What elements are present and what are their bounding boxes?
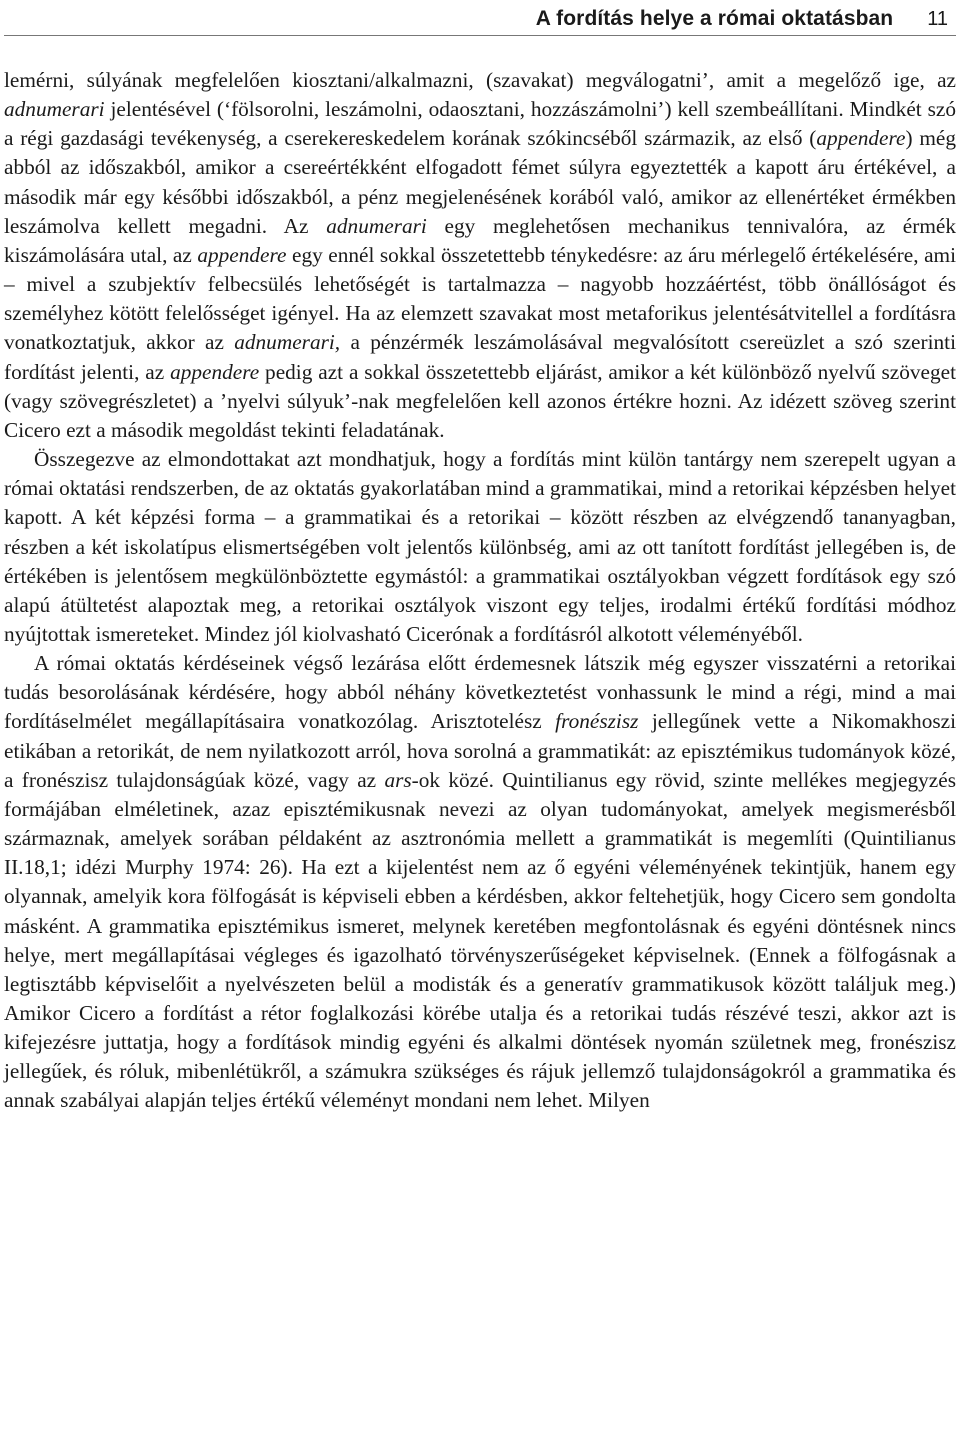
italic-term: appendere xyxy=(816,126,906,151)
running-title: A fordítás helye a római oktatásban xyxy=(535,7,894,30)
running-header xyxy=(4,0,956,36)
body-text xyxy=(4,66,956,1116)
text-run: egy ennél sokkal összetettebb ténykedésre: az áru mérlegelő értékelésére, ami – mivel a szubjektív felbecsülés lehetőségét is tartalmazza – nagyobb hozzáértést, több önállóságot és személyhez kötött felelősséget igényel. Ha az elemzett szavakat most metaforikus jelentésátvitellel a fordításra vonatkoztatjuk, akkor az xyxy=(4,242,957,355)
text-run: lemérni, súlyának megfelelően kiosztani/alkalmazni, (szavakat) megválogatni’, amit a megelőző ige, az xyxy=(4,68,956,92)
text-run: jelentésével (‘fölsorolni, leszámolni, odaosztani, hozzászámolni’) kell szembeállítani. Mindkét szó a régi gazdasági tevékenység, a cserekereskedelem korának szókincséből származik, az első ( xyxy=(4,97,956,151)
paragraph xyxy=(4,445,956,649)
text-run: -ok közé. Quintilianus egy rövid, szinte mellékes megjegyzés formájában elméletinek, azaz episztémikusnak nevezi az olyan tudományokat, amelyek megismerésből származnak, amelyek sorában példaként az asztronómia mellett a grammatikát is megemlíti (Quintilianus II.18,1; idézi Murphy 1974: 26). Ha ezt a kijelentést nem az ő egyéni véleményének tekintjük, hanem egy olyannak, amelyik kora fölfogását is képviseli ebben a kérdésben, akkor feltehetjük, hogy Cicero sem gondolta másként. A grammatika episztémikus ismeret, melynek keretében megfontolásnak és egyéni döntésnek nincs helye, mert megállapításai végleges és igazolható törvényszerűségeket képviselnek. (Ennek a fölfogásnak a legtisztább képviselőit a nyelvészeten belül a modisták és a generatív grammatikusok között találjuk meg.) Amikor Cicero a fordítást a rétor foglalkozási körébe utalja és a retorikai tudás részévé teszi, akkor azt is kifejezésre juttatja, hogy a fordítások mindig egyéni és alkalmi döntések nyomán születnek meg, fronészisz jellegűek, és róluk, mibenlétükről, a számukra szükséges és rájuk jellemző tulajdonságokról a grammatika és annak szabályai alapján teljes értékű véleményt mondani nem lehet. Milyen xyxy=(4,767,956,1113)
italic-term: ars xyxy=(384,767,412,792)
italic-term: adnumerari, xyxy=(234,330,341,355)
italic-term: appendere xyxy=(197,242,287,267)
text-run: Összegezve az elmondottakat azt mondhatjuk, hogy a fordítás mint külön tantárgy nem szerepelt ugyan a római oktatási rendszerben, de az oktatás gyakorlatában mind a grammatikai, mind a retorikai képzésben helyet kapott. A két képzési forma – a grammatikai és a retorikai – között részben az elvégzendő tananyagban, részben a két iskolatípus elismertségében volt jelentős különbség, ami az ott tanított fordítást jellegében is, de értékében is jelentősem megkülönböztette egymástól: a grammatikai osztályokban végzett fordítások egy szó alapú átültetést alapoztak meg, a retorikai osztályok viszont egy teljes, irodalmi értékű fordítási módhoz nyújtottak ismereteket. Mindez jól kiolvasható Cicerónak a fordításról alkotott véleményéből. xyxy=(4,447,956,646)
text-run: ) még abból az időszakból, amikor a csereértékként elfogadott fémet súlyra egyeztették a kapott áru értékével, a második már egy későbbi időszakból, a pénz megjelenésének korából való, amikor az ellenértéket érmékben leszámolva kellett megadni. Az xyxy=(4,126,956,238)
paragraph xyxy=(4,649,956,1116)
text-run: A római oktatás kérdéseinek végső lezárása előtt érdemesnek látszik még egyszer visszatérni a retorikai tudás besorolásának kérdésére, hogy abból néhány következtetést vonhassunk le mind a régi, mind a mai fordításelmélet megállapításaira vonatkozólag. Arisztotelész xyxy=(4,651,956,734)
page-number: 11 xyxy=(927,8,948,30)
italic-term: fronészisz xyxy=(555,709,639,734)
text-run: egy meglehetősen mechanikus tennivalóra, az érmék kiszámolására utal, az xyxy=(4,213,956,267)
italic-term: adnumerari xyxy=(4,97,105,122)
text-run: jellegűnek vette a Nikomakhoszi etikában a retorikát, de nem nyilatkozott arról, hova sorolná a grammatikát: az episztémikus tudományok közé, a fronészisz tulajdonságúak közé, vagy az xyxy=(4,709,956,792)
italic-term: adnumerari xyxy=(326,213,427,238)
text-run: a pénzérmék leszámolásával megvalósított csereüzlet a szó szerinti fordítást jelenti, az xyxy=(4,330,957,384)
paragraph xyxy=(4,66,956,445)
italic-term: appendere xyxy=(170,359,260,384)
text-run: pedig azt a sokkal összetettebb eljárást, amikor a két különböző nyelvű szöveget (vagy szövegrészletet) a ’nyelvi súlyuk’-nak megfelelően kell azonos értékre hozni. Az idézett szöveg szerint Cicero ezt a második megoldást tekinti feladatának. xyxy=(4,359,956,442)
